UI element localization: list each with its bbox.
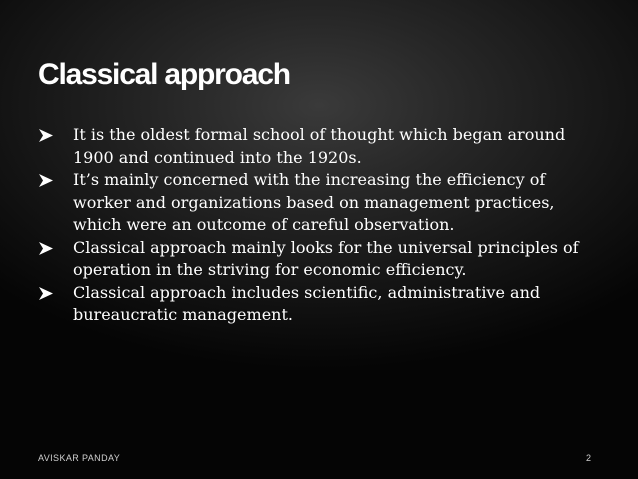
slide-title: Classical approach bbox=[38, 58, 290, 91]
page-number: 2 bbox=[586, 453, 592, 463]
bullet-item bbox=[38, 169, 598, 237]
bullet-item bbox=[38, 282, 598, 327]
bullet-list bbox=[38, 124, 598, 327]
arrow-bullet-icon bbox=[38, 241, 54, 256]
arrow-bullet-icon bbox=[38, 128, 54, 143]
arrow-bullet-icon bbox=[38, 173, 54, 188]
bullet-text: Classical approach includes scientific, administrative and bureaucratic management. bbox=[73, 282, 541, 324]
footer-author: AVISKAR PANDAY bbox=[38, 453, 121, 463]
bullet-text: Classical approach mainly looks for the universal principles of operation in the striving for economic efficiency. bbox=[73, 237, 579, 279]
arrow-bullet-icon bbox=[38, 286, 54, 301]
bullet-item bbox=[38, 124, 598, 169]
bullet-text: It is the oldest formal school of thought which began around 1900 and continued into the 1920s. bbox=[73, 125, 566, 167]
bullet-item bbox=[38, 237, 598, 282]
bullet-text: It’s mainly concerned with the increasing the efficiency of worker and organizations based on management practices, which were an outcome of careful observation. bbox=[73, 170, 555, 234]
